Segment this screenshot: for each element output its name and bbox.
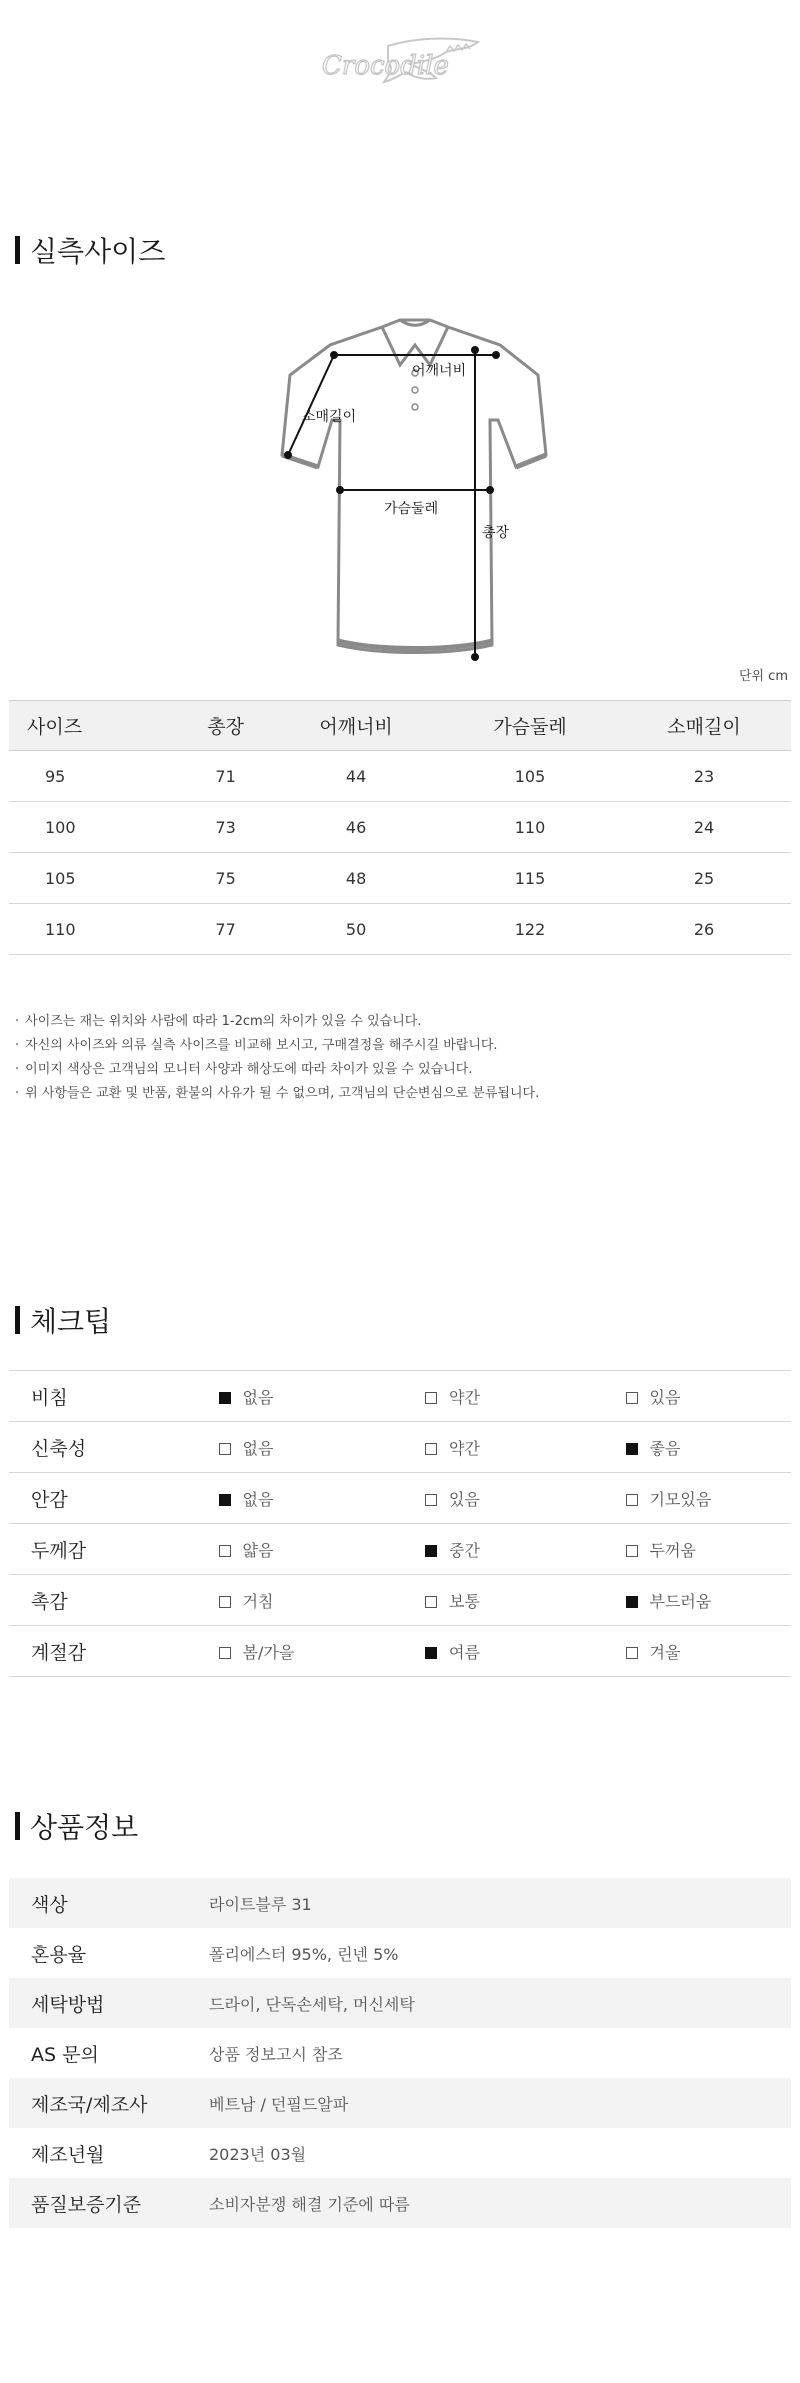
option-text: 두꺼움: [649, 1540, 696, 1560]
check-tip-table: [9, 1370, 791, 1677]
checkbox-icon: [219, 1545, 231, 1557]
check-option: [205, 1473, 401, 1524]
table-cell: 48: [269, 853, 443, 904]
table-cell: 25: [617, 853, 791, 904]
shirt-size-diagram: [270, 305, 560, 670]
option-text: 약간: [449, 1438, 480, 1458]
note-item: · 이미지 색상은 고객님의 모니터 사양과 해상도에 따라 차이가 있을 수 있습니다.: [15, 1058, 539, 1082]
option-text: 겨울: [649, 1642, 681, 1662]
option-text: 부드러움: [649, 1591, 712, 1611]
option-text: 거침: [242, 1591, 274, 1611]
check-option: [400, 1422, 596, 1473]
option-text: 여름: [449, 1642, 480, 1662]
checkbox-icon: [425, 1545, 437, 1557]
info-value: 라이트블루 31: [209, 1894, 312, 1914]
header-cell: 소매길이: [617, 701, 791, 751]
length-label: 총장: [482, 525, 510, 541]
check-row: [9, 1575, 791, 1626]
product-section-title-text: 상품정보: [30, 1811, 139, 1844]
info-value: 폴리에스터 95%, 린넨 5%: [209, 1944, 399, 1964]
table-cell: 44: [269, 751, 443, 802]
info-row: [9, 1978, 791, 2028]
table-cell: 110: [443, 802, 617, 853]
title-bar: [15, 1812, 20, 1840]
option-text: 있음: [449, 1489, 480, 1509]
check-section-title: [15, 1300, 111, 1340]
check-option: [400, 1626, 596, 1677]
table-cell: 73: [182, 802, 269, 853]
info-key: 제조국/제조사: [31, 2093, 148, 2116]
checkbox-icon: [425, 1443, 437, 1455]
checkbox-icon: [626, 1494, 638, 1506]
info-value: 드라이, 단독손세탁, 머신세탁: [209, 1994, 415, 2014]
check-option: [596, 1626, 792, 1677]
checkbox-icon: [219, 1596, 231, 1608]
sleeve-label: 소매길이: [302, 409, 357, 425]
table-cell: 26: [617, 904, 791, 955]
table-cell: 105: [9, 853, 182, 904]
checkbox-icon: [626, 1596, 638, 1608]
table-cell: 110: [9, 904, 182, 955]
check-option: [596, 1422, 792, 1473]
table-cell: 24: [617, 802, 791, 853]
info-key: AS 문의: [31, 2043, 99, 2066]
checkbox-icon: [219, 1392, 231, 1404]
check-row: [9, 1524, 791, 1575]
size-table: [9, 700, 791, 955]
table-row: [9, 802, 791, 853]
option-text: 없음: [242, 1489, 274, 1509]
checkbox-icon: [425, 1647, 437, 1659]
check-option: [596, 1524, 792, 1575]
checkbox-icon: [626, 1443, 638, 1455]
checkbox-icon: [219, 1443, 231, 1455]
table-cell: 46: [269, 802, 443, 853]
table-row: [9, 751, 791, 802]
info-key: 세탁방법: [31, 1993, 105, 2016]
product-info-table: [9, 1878, 791, 2228]
product-section-title: [15, 1806, 138, 1846]
option-text: 보통: [449, 1591, 480, 1611]
info-row: [9, 2078, 791, 2128]
info-value: 소비자분쟁 해결 기준에 따름: [209, 2194, 410, 2214]
check-row: [9, 1371, 791, 1422]
option-text: 중간: [449, 1540, 480, 1560]
header-cell: 가슴둘레: [443, 701, 617, 751]
table-cell: 95: [9, 751, 182, 802]
title-bar: [15, 1306, 20, 1334]
checkbox-icon: [425, 1494, 437, 1506]
checkbox-icon: [425, 1596, 437, 1608]
check-row: [9, 1473, 791, 1524]
header-cell: 사이즈: [9, 701, 182, 751]
info-row: [9, 1928, 791, 1978]
table-cell: 115: [443, 853, 617, 904]
checkbox-icon: [626, 1545, 638, 1557]
option-text: 있음: [649, 1387, 681, 1407]
option-text: 봄/가을: [242, 1642, 295, 1662]
size-section-title: [15, 230, 165, 270]
table-cell: 50: [269, 904, 443, 955]
info-value: 2023년 03월: [209, 2144, 307, 2164]
check-option: [205, 1524, 401, 1575]
check-option: [205, 1422, 401, 1473]
info-value: 상품 정보고시 참조: [209, 2044, 343, 2064]
title-bar: [15, 236, 20, 264]
size-notes: [15, 1010, 539, 1106]
header-cell: 어깨너비: [269, 701, 443, 751]
info-row: [9, 2028, 791, 2078]
checkbox-icon: [626, 1647, 638, 1659]
table-row: [9, 853, 791, 904]
check-row: [9, 1422, 791, 1473]
check-option: [596, 1371, 792, 1422]
option-text: 없음: [242, 1438, 274, 1458]
info-row: [9, 2178, 791, 2228]
info-key: 제조년월: [31, 2143, 105, 2166]
note-item: · 자신의 사이즈와 의류 실측 사이즈를 비교해 보시고, 구매결정을 해주시길 바랍니다.: [15, 1034, 539, 1058]
svg-text:Crocodile: Crocodile: [322, 51, 449, 81]
check-option: [596, 1473, 792, 1524]
info-key: 색상: [31, 1893, 68, 1916]
table-row: [9, 904, 791, 955]
check-option: [205, 1626, 401, 1677]
check-row: [9, 1626, 791, 1677]
checkbox-icon: [626, 1392, 638, 1404]
info-key: 품질보증기준: [31, 2193, 142, 2216]
checkbox-icon: [219, 1647, 231, 1659]
option-text: 약간: [449, 1387, 480, 1407]
unit-label: 단위 cm: [738, 669, 788, 684]
info-row: [9, 2128, 791, 2178]
check-row-label: 계절감: [31, 1641, 87, 1664]
option-text: 좋음: [649, 1438, 681, 1458]
check-row-label: 두께감: [31, 1539, 87, 1562]
check-row-label: 비침: [31, 1386, 68, 1409]
table-cell: 122: [443, 904, 617, 955]
checkbox-icon: [425, 1392, 437, 1404]
check-row-label: 신축성: [31, 1437, 87, 1460]
size-section-title-text: 실측사이즈: [30, 235, 166, 268]
check-option: [400, 1371, 596, 1422]
check-option: [400, 1575, 596, 1626]
option-text: 없음: [242, 1387, 274, 1407]
option-text: 기모있음: [649, 1489, 712, 1509]
option-text: 얇음: [242, 1540, 274, 1560]
info-key: 혼용율: [31, 1943, 87, 1966]
check-option: [596, 1575, 792, 1626]
table-cell: 100: [9, 802, 182, 853]
checkbox-icon: [219, 1494, 231, 1506]
chest-label: 가슴둘레: [384, 501, 439, 517]
check-option: [205, 1575, 401, 1626]
check-option: [205, 1371, 401, 1422]
table-cell: 71: [182, 751, 269, 802]
header-cell: 총장: [182, 701, 269, 751]
table-cell: 75: [182, 853, 269, 904]
table-cell: 77: [182, 904, 269, 955]
size-table-header: [9, 701, 791, 751]
table-cell: 105: [443, 751, 617, 802]
crocodile-logo: [318, 28, 483, 108]
check-row-label: 안감: [31, 1488, 68, 1511]
note-item: · 사이즈는 재는 위치와 사람에 따라 1-2cm의 차이가 있을 수 있습니다.: [15, 1010, 539, 1034]
check-option: [400, 1473, 596, 1524]
check-row-label: 촉감: [31, 1590, 68, 1613]
check-section-title-text: 체크팁: [30, 1305, 112, 1338]
shoulder-label: 어깨너비: [412, 363, 467, 379]
note-item: · 위 사항들은 교환 및 반품, 환불의 사유가 될 수 없으며, 고객님의 단순변심으로 분류됩니다.: [15, 1082, 539, 1106]
info-row: [9, 1878, 791, 1928]
table-cell: 23: [617, 751, 791, 802]
check-option: [400, 1524, 596, 1575]
info-value: 베트남 / 던필드알파: [209, 2094, 349, 2114]
